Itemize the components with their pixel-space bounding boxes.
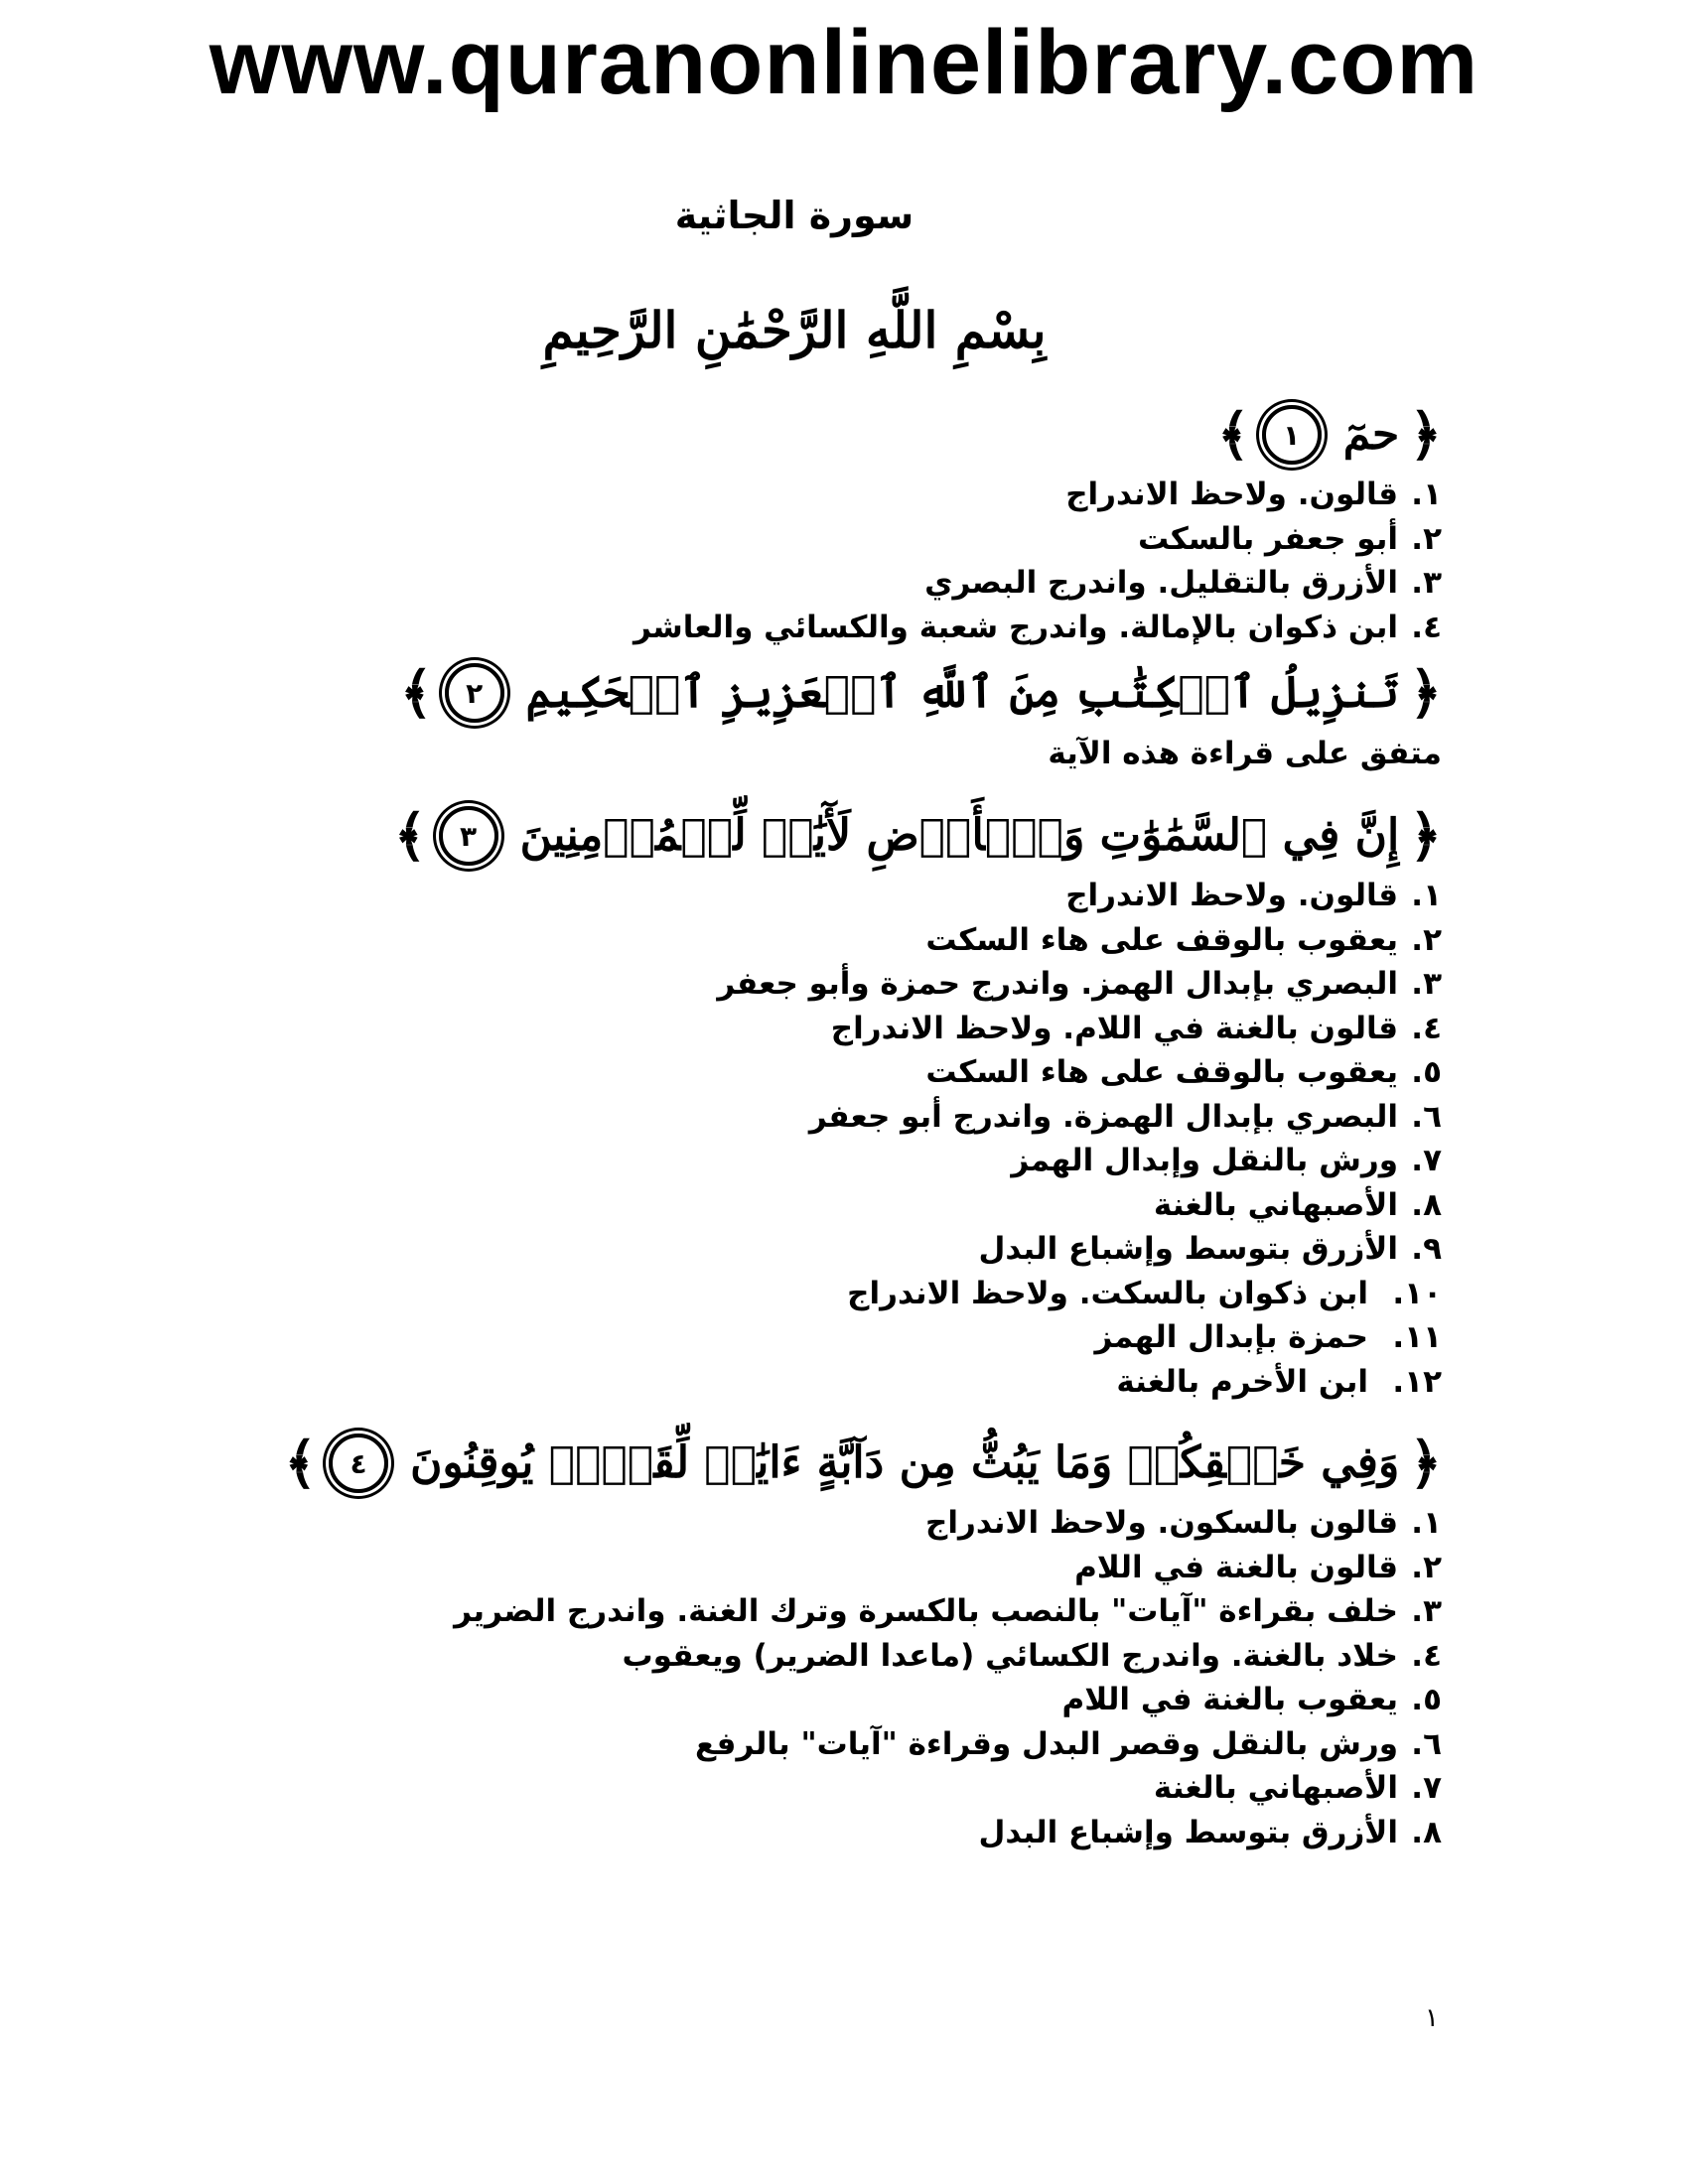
reading-text: الأزرق بتوسط وإشباع البدل <box>978 1814 1398 1850</box>
ayah-line <box>201 798 1442 874</box>
ayah-line <box>201 397 1442 473</box>
reading-text: البصري بإبدال الهمزة. واندرج أبو جعفر <box>808 1098 1398 1135</box>
reading-number: ٧. <box>1411 1770 1442 1806</box>
ayah-line <box>201 1426 1442 1501</box>
reading-item <box>201 918 1442 963</box>
reading-item <box>201 1589 1442 1634</box>
reading-item <box>201 473 1442 517</box>
ornate-bracket-close-icon: ﴾ <box>1216 402 1250 468</box>
ayah-block-1 <box>201 397 1442 649</box>
agreement-note: متفق على قراءة هذه الآية <box>1048 736 1442 771</box>
ayah-number-marker: ١ <box>1262 405 1322 465</box>
reading-text: خلاد بالغنة. واندرج الكسائي (ماعدا الضرير) ويعقوب <box>622 1637 1398 1674</box>
ornate-bracket-close-icon: ﴾ <box>284 1431 318 1496</box>
ayah-number-marker: ٤ <box>329 1433 388 1493</box>
reading-text: قالون. ولاحظ الاندراج <box>1065 477 1398 512</box>
reading-number: ٥. <box>1411 1682 1442 1717</box>
reading-item <box>201 606 1442 650</box>
ayah-block-3 <box>201 798 1442 1404</box>
reading-number: ٤. <box>1411 1010 1442 1046</box>
ayah-text: تَنزِيلُ ٱلۡكِتَٰبِ مِنَ ٱللَّهِ ٱلۡعَزِيزِ ٱلۡحَكِيمِ <box>525 667 1400 718</box>
reading-number: ٦. <box>1411 1725 1442 1762</box>
reading-item <box>201 1183 1442 1228</box>
reading-number: ١٢. <box>1392 1363 1442 1400</box>
reading-number: ٨. <box>1411 1814 1442 1850</box>
reading-number: ١. <box>1411 1505 1442 1541</box>
reading-item <box>201 1766 1442 1811</box>
reading-item <box>201 1272 1442 1316</box>
reading-number: ٨. <box>1411 1186 1442 1223</box>
reading-number: ٣. <box>1411 966 1442 1002</box>
reading-number: ١. <box>1411 878 1442 913</box>
ayah-block-4 <box>201 1426 1442 1854</box>
readings-list <box>201 874 1442 1404</box>
reading-text: ورش بالنقل وإبدال الهمز <box>1011 1143 1398 1178</box>
ornate-bracket-close-icon: ﴾ <box>393 803 427 869</box>
reading-item <box>201 1227 1442 1272</box>
ornate-bracket-open-icon: ﴿ <box>1409 803 1442 869</box>
reading-number: ٣. <box>1411 1593 1442 1629</box>
reading-number: ٢. <box>1411 520 1442 557</box>
reading-text: يعقوب بالوقف على هاء السكت <box>925 921 1398 958</box>
reading-item <box>201 1501 1442 1546</box>
reading-number: ١١. <box>1392 1319 1442 1355</box>
reading-item <box>201 1360 1442 1405</box>
ayah-text: وَفِي خَلۡقِكُمۡ وَمَا يَبُثُّ مِن دَآبَّةٍ ءَايَٰتٞ لِّقَوۡمٖ يُوقِنُونَ <box>410 1437 1400 1488</box>
reading-number: ٥. <box>1411 1054 1442 1090</box>
readings-list <box>201 1501 1442 1854</box>
reading-item <box>201 1811 1442 1855</box>
ayah-line <box>201 655 1442 731</box>
reading-number: ١٠. <box>1392 1275 1442 1311</box>
reading-number: ٤. <box>1411 609 1442 645</box>
reading-item <box>201 561 1442 606</box>
reading-item <box>201 1007 1442 1051</box>
reading-text: قالون. ولاحظ الاندراج <box>1065 878 1398 913</box>
website-header: www.quranonlinelibrary.com <box>209 12 1479 113</box>
reading-number: ٢. <box>1411 1549 1442 1585</box>
ornate-bracket-close-icon: ﴾ <box>399 660 433 726</box>
reading-text: ورش بالنقل وقصر البدل وقراءة "آيات" بالرفع <box>695 1725 1398 1762</box>
reading-text: أبو جعفر بالسكت <box>1137 520 1398 557</box>
ornate-bracket-open-icon: ﴿ <box>1409 660 1442 726</box>
page-number: ١ <box>1425 2003 1439 2033</box>
ayah-text: إِنَّ فِي ٱلسَّمَٰوَٰتِ وَٱلۡأَرۡضِ لَأٓيَٰتٖ لِّلۡمُؤۡمِنِينَ <box>519 810 1400 861</box>
reading-text: خلف بقراءة "آيات" بالنصب بالكسرة وترك الغنة. واندرج الضرير <box>454 1593 1398 1629</box>
reading-item <box>201 874 1442 918</box>
ornate-bracket-open-icon: ﴿ <box>1409 402 1442 468</box>
reading-text: ابن ذكوان بالسكت. ولاحظ الاندراج <box>847 1275 1368 1311</box>
reading-number: ٤. <box>1411 1637 1442 1674</box>
ayah-block-2 <box>201 655 1442 776</box>
reading-number: ٩. <box>1411 1231 1442 1267</box>
reading-text: حمزة بإبدال الهمز <box>1094 1319 1368 1355</box>
reading-number: ٦. <box>1411 1098 1442 1135</box>
readings-list <box>201 473 1442 649</box>
reading-item <box>201 1546 1442 1590</box>
ayah-number-marker: ٣ <box>439 806 498 866</box>
ornate-bracket-open-icon: ﴿ <box>1409 1431 1442 1496</box>
reading-text: البصري بإبدال الهمز. واندرج حمزة وأبو جعفر <box>717 966 1398 1002</box>
reading-item <box>201 1095 1442 1140</box>
reading-item <box>201 1634 1442 1679</box>
reading-text: يعقوب بالغنة في اللام <box>1061 1682 1398 1717</box>
ayah-text: حمٓ <box>1342 409 1400 460</box>
reading-text: الأزرق بالتقليل. واندرج البصري <box>924 565 1398 601</box>
surah-title: سورة الجاثية <box>674 194 914 237</box>
reading-text: قالون بالغنة في اللام <box>1074 1549 1398 1585</box>
basmala: بِسْمِ اللَّهِ الرَّحْمَٰنِ الرَّحِيمِ <box>542 301 1047 359</box>
reading-text: الأصبهاني بالغنة <box>1153 1186 1398 1223</box>
reading-text: الأصبهاني بالغنة <box>1153 1770 1398 1806</box>
reading-number: ٧. <box>1411 1143 1442 1178</box>
reading-text: ابن الأخرم بالغنة <box>1116 1363 1368 1400</box>
reading-item <box>201 962 1442 1007</box>
reading-number: ١. <box>1411 477 1442 512</box>
reading-number: ٣. <box>1411 565 1442 601</box>
reading-item <box>201 1678 1442 1722</box>
ayah-number-marker: ٢ <box>445 663 504 723</box>
reading-text: ابن ذكوان بالإمالة. واندرج شعبة والكسائي والعاشر <box>633 609 1398 645</box>
reading-text: الأزرق بتوسط وإشباع البدل <box>978 1231 1398 1267</box>
readings-content <box>201 397 1442 1854</box>
reading-item <box>201 1722 1442 1767</box>
reading-text: قالون بالغنة في اللام. ولاحظ الاندراج <box>830 1010 1398 1046</box>
reading-item <box>201 1050 1442 1095</box>
reading-item <box>201 517 1442 562</box>
reading-item <box>201 1139 1442 1183</box>
reading-number: ٢. <box>1411 921 1442 958</box>
reading-item <box>201 1315 1442 1360</box>
reading-text: قالون بالسكون. ولاحظ الاندراج <box>925 1505 1398 1541</box>
reading-text: يعقوب بالوقف على هاء السكت <box>925 1054 1398 1090</box>
